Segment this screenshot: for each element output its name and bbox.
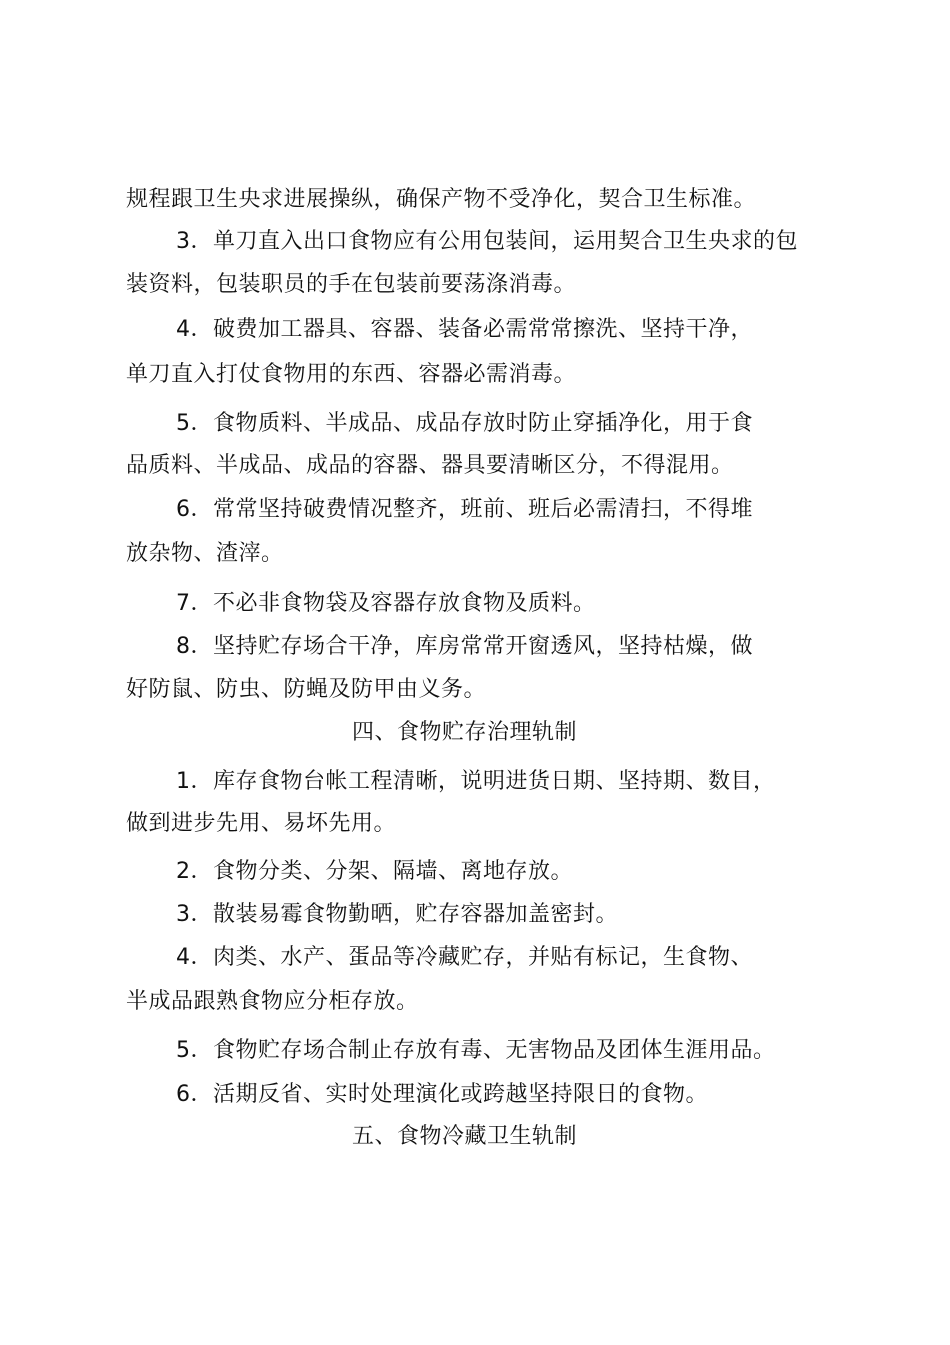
text-line: 2．食物分类、分架、隔墙、离地存放。 xyxy=(176,859,573,884)
text-line: 装资料，包装职员的手在包装前要荡涤消毒。 xyxy=(126,272,577,297)
text-line: 7．不必非食物袋及容器存放食物及质料。 xyxy=(176,591,596,616)
text-line: 4．破费加工器具、容器、装备必需常常擦洗、坚持干净， xyxy=(176,317,753,342)
text-line: 4．肉类、水产、蛋品等冷藏贮存，并贴有标记，生食物、 xyxy=(176,945,753,970)
text-line: 1．库存食物台帐工程清晰，说明进货日期、坚持期、数目， xyxy=(176,769,776,794)
text-line: 6．常常坚持破费情况整齐，班前、班后必需清扫，不得堆 xyxy=(176,497,753,522)
text-line: 3．散装易霉食物勤晒，贮存容器加盖密封。 xyxy=(176,902,618,927)
text-line: 规程跟卫生央求进展操纵，确保产物不受净化，契合卫生标准。 xyxy=(126,187,757,212)
text-line: 单刀直入打仗食物用的东西、容器必需消毒。 xyxy=(126,362,577,387)
text-line: 8．坚持贮存场合干净，库房常常开窗透风，坚持枯燥，做 xyxy=(176,634,753,659)
text-line: 好防鼠、防虫、防蝇及防甲由义务。 xyxy=(126,677,487,702)
section-heading: 四、食物贮存治理轨制 xyxy=(352,720,578,745)
text-line: 做到进步先用、易坏先用。 xyxy=(126,811,397,836)
text-line: 6．活期反省、实时处理演化或跨越坚持限日的食物。 xyxy=(176,1082,708,1107)
text-line: 半成品跟熟食物应分柜存放。 xyxy=(126,989,419,1014)
text-line: 5．食物贮存场合制止存放有毒、无害物品及团体生涯用品。 xyxy=(176,1038,776,1063)
text-line: 品质料、半成品、成品的容器、器具要清晰区分，不得混用。 xyxy=(126,453,734,478)
text-line: 5．食物质料、半成品、成品存放时防止穿插净化，用于食 xyxy=(176,411,753,436)
section-heading: 五、食物冷藏卫生轨制 xyxy=(352,1124,578,1149)
text-line: 放杂物、渣滓。 xyxy=(126,541,284,566)
text-line: 3．单刀直入出口食物应有公用包装间，运用契合卫生央求的包 xyxy=(176,229,798,254)
